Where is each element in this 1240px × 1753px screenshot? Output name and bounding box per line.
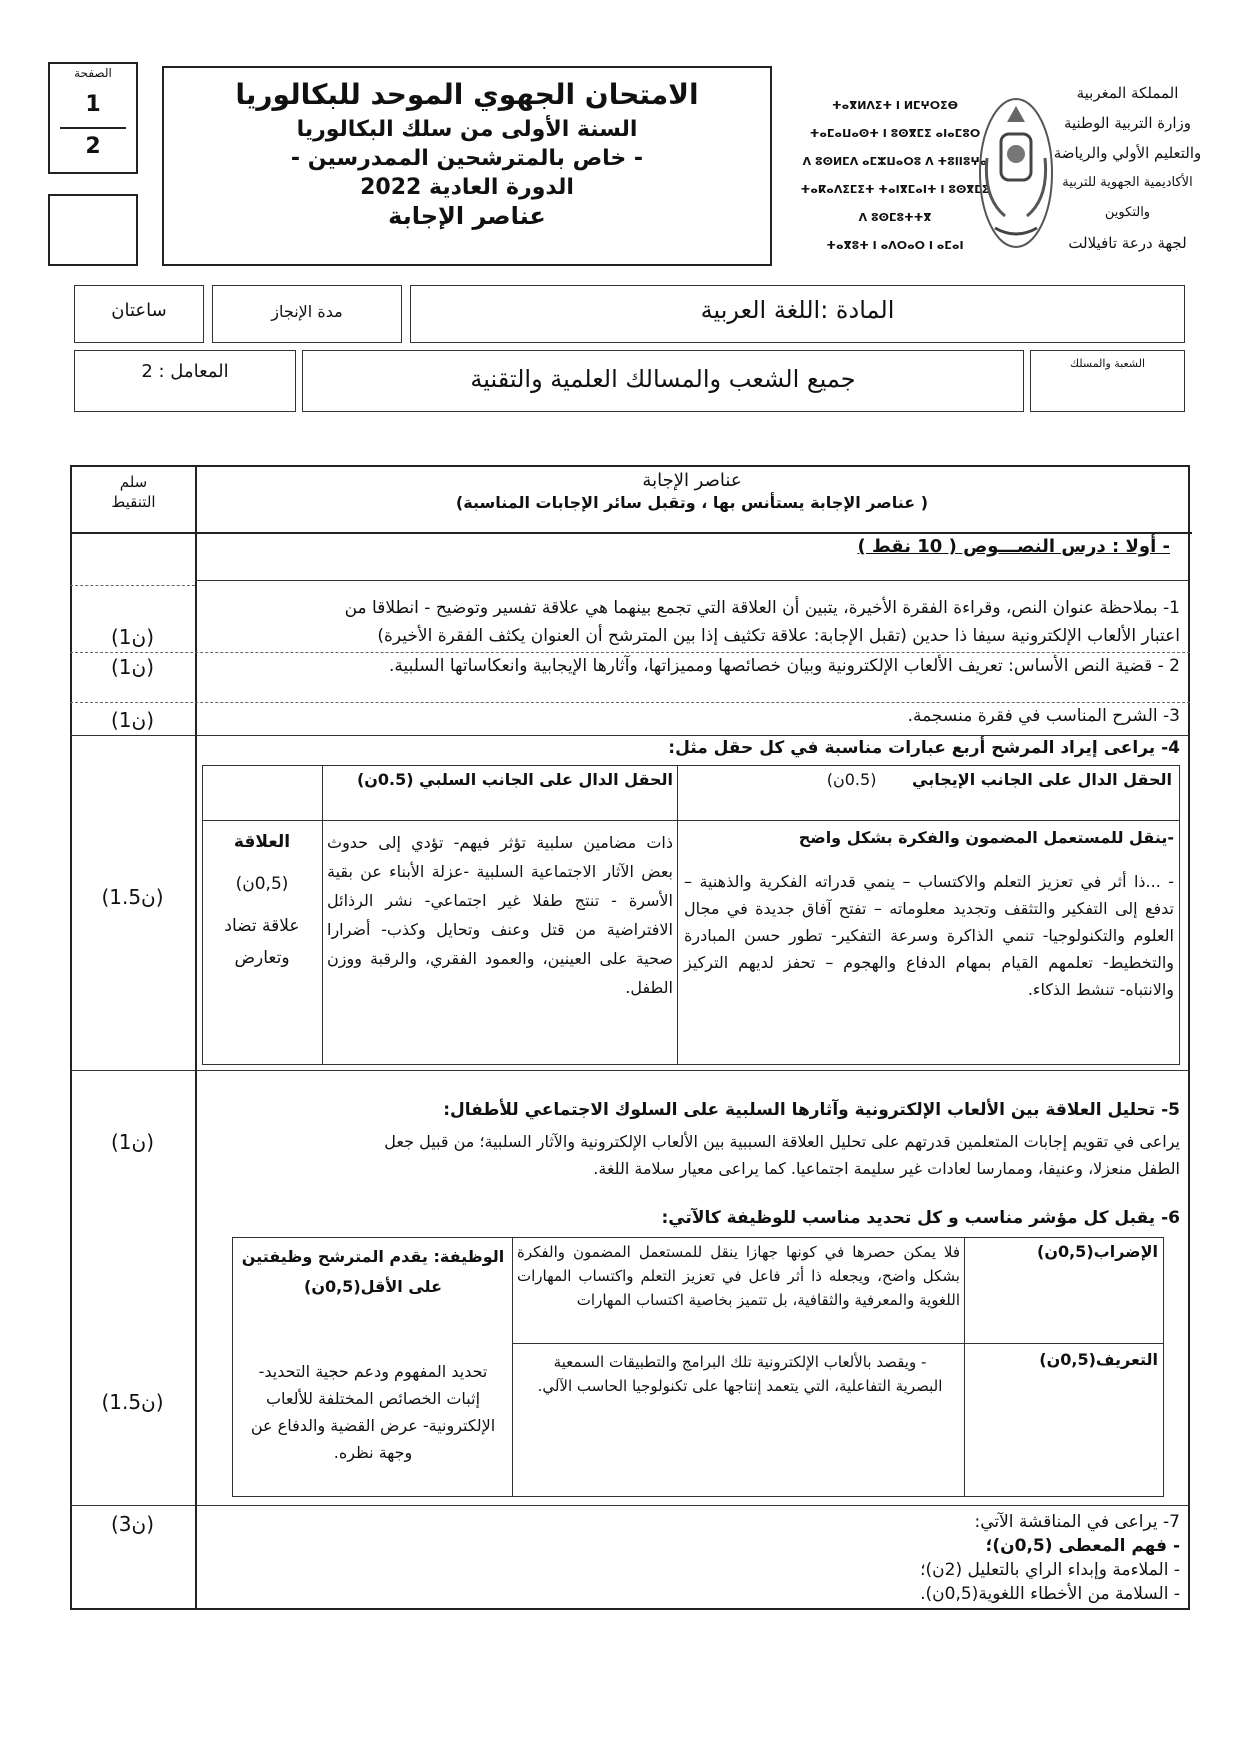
q5-body: يراعى في تقويم إجابات المتعلمين قدرتهم على تحليل العلاقة السببية بين الألعاب الإلكترونية والآثار السلبية؛ من قبيل جعل الطفل منعزلا، وعنيفا، وممارسا لعادات غير سليمة اجتماعيا. كما يراعى معيار سلامة اللغة. [384, 1132, 1180, 1178]
answers-header: عناصر الإجابة ( عناصر الإجابة يستأنس بها ، وتقبل سائر الإجابات المناسبة) [455, 470, 929, 512]
page-blank-box [48, 194, 138, 266]
q2: 2 - قضية النص الأساس: تعريف الألعاب الإلكترونية وبيان خصائصها ومميزاتها، وآثارها الإيجابية وانعكاساتها السلبية. [388, 656, 1180, 676]
duration-label: مدة الإنجاز [271, 302, 343, 321]
page-current: 1 [85, 92, 101, 117]
branch-label-box [1030, 350, 1185, 412]
q5-title: 5- تحليل العلاقة بين الألعاب الإلكترونية وآثارها السلبية على السلوك الاجتماعي للأطفال: [443, 1100, 1180, 1120]
q6-score: (1.5ن) [101, 1390, 164, 1414]
q6-title: 6- يقبل كل مؤشر مناسب و كل تحديد مناسب للوظيفة كالآتي: [661, 1208, 1180, 1228]
q4-pos-body: - ...ذا أثر في تعزيز التعلم والاكتساب – ينمي قدراته الفكرية والذهنية – تدفع إلى التفكير والتثقف وتجديد معلوماته – تفتح آفاق جديدة في مجال العلوم والتكنولوجيا- تنمي الذاكرة وسرعة التفكير- تطور حسن المبادرة والتخطيط- تعلمهم القيام بمهام الدفاع والهجوم – تحفز لديهم التركيز والانتباه- تنشط الذكاء. [684, 872, 1174, 999]
q4: 4- يراعى إيراد المرشح أربع عبارات مناسبة في كل حقل مثل: [668, 738, 1180, 758]
q6-idrab-body: فلا يمكن حصرها في كونها جهازا ينقل للمستعمل المضمون والفكرة بشكل واضح، ويجعله ذا أثر فاعل في تعزيز التعلم واكتساب المهارات اللغوية والمعرفية والثقافية، بل تتميز بخاصية اكتساب المهارات [517, 1243, 960, 1309]
duration-value: ساعتان [111, 300, 167, 321]
q3-score: (1ن) [110, 708, 155, 732]
page-label: الصفحة [74, 66, 112, 80]
subject: المادة :اللغة العربية [700, 296, 895, 324]
section-1-title: - أولا : درس النصـــوص ( 10 نقط ) [857, 536, 1170, 557]
q6-tarif-body: - ويقصد بالألعاب الإلكترونية تلك البرامج والتطبيقات السمعية البصرية التفاعلية، التي يتعمد إنتاجها على تكنولوجيا الحاسب الآلي. [537, 1353, 943, 1395]
score-header: سلم التنقيط [111, 473, 156, 511]
q4-relation: العلاقة (0,5ن) علاقة تضاد وتعارض [224, 832, 300, 968]
q7-score: (3ن) [110, 1512, 155, 1536]
coef: المعامل : 2 [141, 361, 229, 382]
tifinagh-block: ⵜⴰⴳⵍⴷⵉⵜ ⵏ ⵍⵎⵖⵔⵉⴱ ⵜⴰⵎⴰⵡⴰⵙⵜ ⵏ ⵓⵙⴳⵎⵉ ⴰⵏⴰⵎⵓⵔ ⴷ ⵓⵙⵍⵎⴷ ⴰⵎⵣⵡⴰⵔⵓ ⴷ ⵜⵓⵏⵏⵓⵖⴰ ⵜⴰⴽⴰⴷⵉⵎⵉⵜ ⵜⴰⵏⴳⵎⴰⵏⵜ ⵏ ⵓⵙⴳⵎⵉ ⴷ ⵓⵙⵎⵓⵜⵜⴳ ⵜⴰⴳⵓⵜ ⵏ ⴰⴷⵔⴰⵔ ⵏ ⴰⵎⴰⵏ [800, 99, 990, 252]
q2-score: (1ن) [110, 655, 155, 679]
exam-level: السنة الأولى من سلك البكالوريا [296, 117, 638, 142]
ministry-block: المملكة المغربية وزارة التربية الوطنية والتعليم الأولي والرياضة الأكاديمية الجهوية للتربية والتكوين لجهة درعة تافيلالت [1053, 84, 1202, 252]
duration-label-box [212, 285, 402, 343]
page-number-box [48, 62, 138, 174]
q7: 7- يراعى في المناقشة الآتي: - فهم المعطى (0,5ن)؛ - الملاءمة وإبداء الراي بالتعليل (2ن)؛ - السلامة من الأخطاء اللغوية(0,5ن). [920, 1512, 1180, 1604]
exam-title: الامتحان الجهوي الموحد للبكالوريا [235, 78, 699, 111]
q1-score: (1ن) [110, 625, 155, 649]
branch-value: جميع الشعب والمسالك العلمية والتقنية [470, 365, 856, 393]
q6-idrab-label: الإضراب(0,5ن) [1037, 1242, 1158, 1261]
q4-neg-body: ذات مضامين سلبية تؤثر فيهم- تؤدي إلى حدوث بعض الآثار الاجتماعية السلبية -عزلة الأبناء عن بقية الأسرة - تنتج طفلا غير اجتماعي- نشر الرذائل الافتراضية من قتل وعنف وتحايل وكذب- أضرارا صحية على العينين، والعمود الفقري، والرقبة ووزن الطفل. [327, 833, 673, 997]
q6-func-body: تحديد المفهوم ودعم حجية التحديد- إثبات الخصائص المختلفة للألعاب الإلكترونية- عرض القضية والدفاع عن وجهة نظره. [250, 1362, 496, 1462]
branch-value-box [302, 350, 1024, 412]
subject-box [410, 285, 1185, 343]
q5-score: (1ن) [110, 1130, 155, 1154]
q4-score: (1.5ن) [101, 885, 164, 909]
exam-category: - خاص بالمترشحين الممدرسين - [290, 146, 644, 171]
branch-label: الشعبة والمسلك [1069, 357, 1146, 370]
exam-title-box [162, 66, 772, 266]
coef-box [74, 350, 296, 412]
q4-pos-line1: -ينقل للمستعمل المضمون والفكرة بشكل واضح [798, 828, 1174, 847]
q4-pos-header: الحقل الدال على الجانب الإيجابي (0.5ن) [826, 770, 1172, 789]
q1: 1- بملاحظة عنوان النص، وقراءة الفقرة الأخيرة، يتبين أن العلاقة التي تجمع بينهما هي علاقة تفسير وتوضيح - انطلاقا من اعتبار الألعاب الإلكترونية سيفا ذا حدين (تقبل الإجابة: علاقة تكثيف إذا بين المترشح أن العنوان يكثف الفقرة الأخيرة) [344, 598, 1180, 646]
q4-neg-header: الحقل الدال على الجانب السلبي (0.5ن) [356, 770, 673, 789]
exam-session: الدورة العادية 2022 [360, 175, 574, 200]
exam-doc-type: عناصر الإجابة [388, 202, 546, 230]
q3: 3- الشرح المناسب في فقرة منسجمة. [907, 706, 1180, 726]
q6-tarif-label: التعريف(0,5ن) [1039, 1350, 1158, 1369]
duration-value-box [74, 285, 204, 343]
q6-func-title: الوظيفة: يقدم المترشح وظيفتين على الأقل(0,5ن) [241, 1247, 505, 1296]
page-total: 2 [85, 134, 101, 159]
